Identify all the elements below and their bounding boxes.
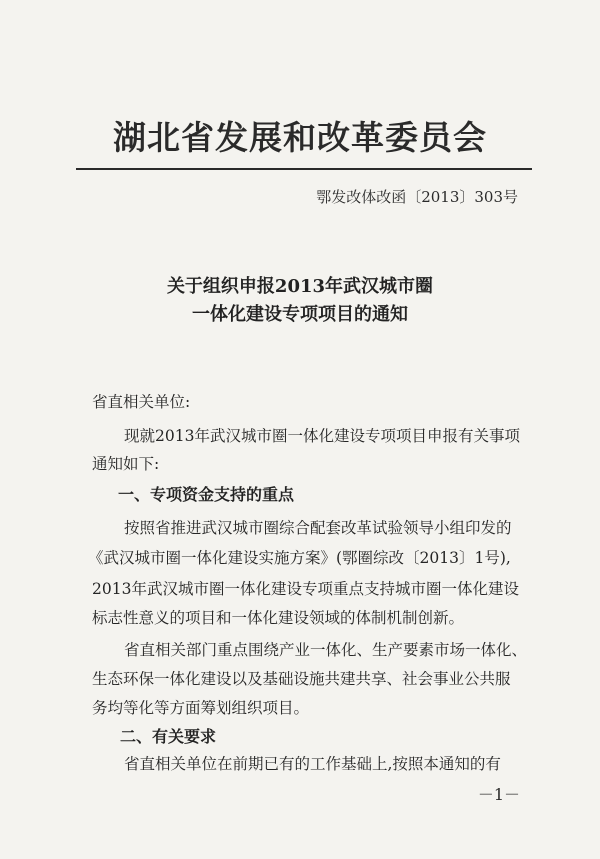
document-number: 鄂发改体改函〔2013〕303号 <box>316 188 518 206</box>
salutation: 省直相关单位: <box>92 393 191 411</box>
section-1-paragraph-2-line-1: 省直相关部门重点围绕产业一体化、生产要素市场一体化、 <box>124 641 528 659</box>
section-1-heading: 一、专项资金支持的重点 <box>118 485 295 504</box>
section-2-paragraph-1-line-1: 省直相关单位在前期已有的工作基础上,按照本通知的有 <box>124 755 501 773</box>
section-1-paragraph-2-line-2: 生态环保一体化建设以及基础设施共建共享、社会事业公共服 <box>92 670 511 688</box>
document-title-line-2: 一体化建设专项项目的通知 <box>192 304 408 325</box>
section-1-paragraph-1-line-3: 2013年武汉城市圈一体化建设专项重点支持城市圈一体化建设 <box>92 580 519 598</box>
intro-line-1: 现就2013年武汉城市圈一体化建设专项项目申报有关事项 <box>124 427 520 445</box>
section-1-paragraph-1-line-1: 按照省推进武汉城市圈综合配套改革试验领导小组印发的 <box>124 519 512 537</box>
section-1-paragraph-1-line-2: 《武汉城市圈一体化建设实施方案》(鄂圈综改〔2013〕1号), <box>88 549 511 567</box>
section-1-paragraph-1-line-4: 标志性意义的项目和一体化建设领域的体制机制创新。 <box>92 609 465 627</box>
section-2-heading: 二、有关要求 <box>120 727 217 746</box>
header-divider <box>76 168 532 170</box>
section-1-paragraph-2-line-3: 务均等化等方面筹划组织项目。 <box>92 699 310 717</box>
issuing-organization: 湖北省发展和改革委员会 <box>113 118 487 157</box>
intro-line-2: 通知如下: <box>92 455 160 473</box>
page-number: －1－ <box>477 785 520 804</box>
document-title-line-1: 关于组织申报2013年武汉城市圈 <box>166 276 434 297</box>
